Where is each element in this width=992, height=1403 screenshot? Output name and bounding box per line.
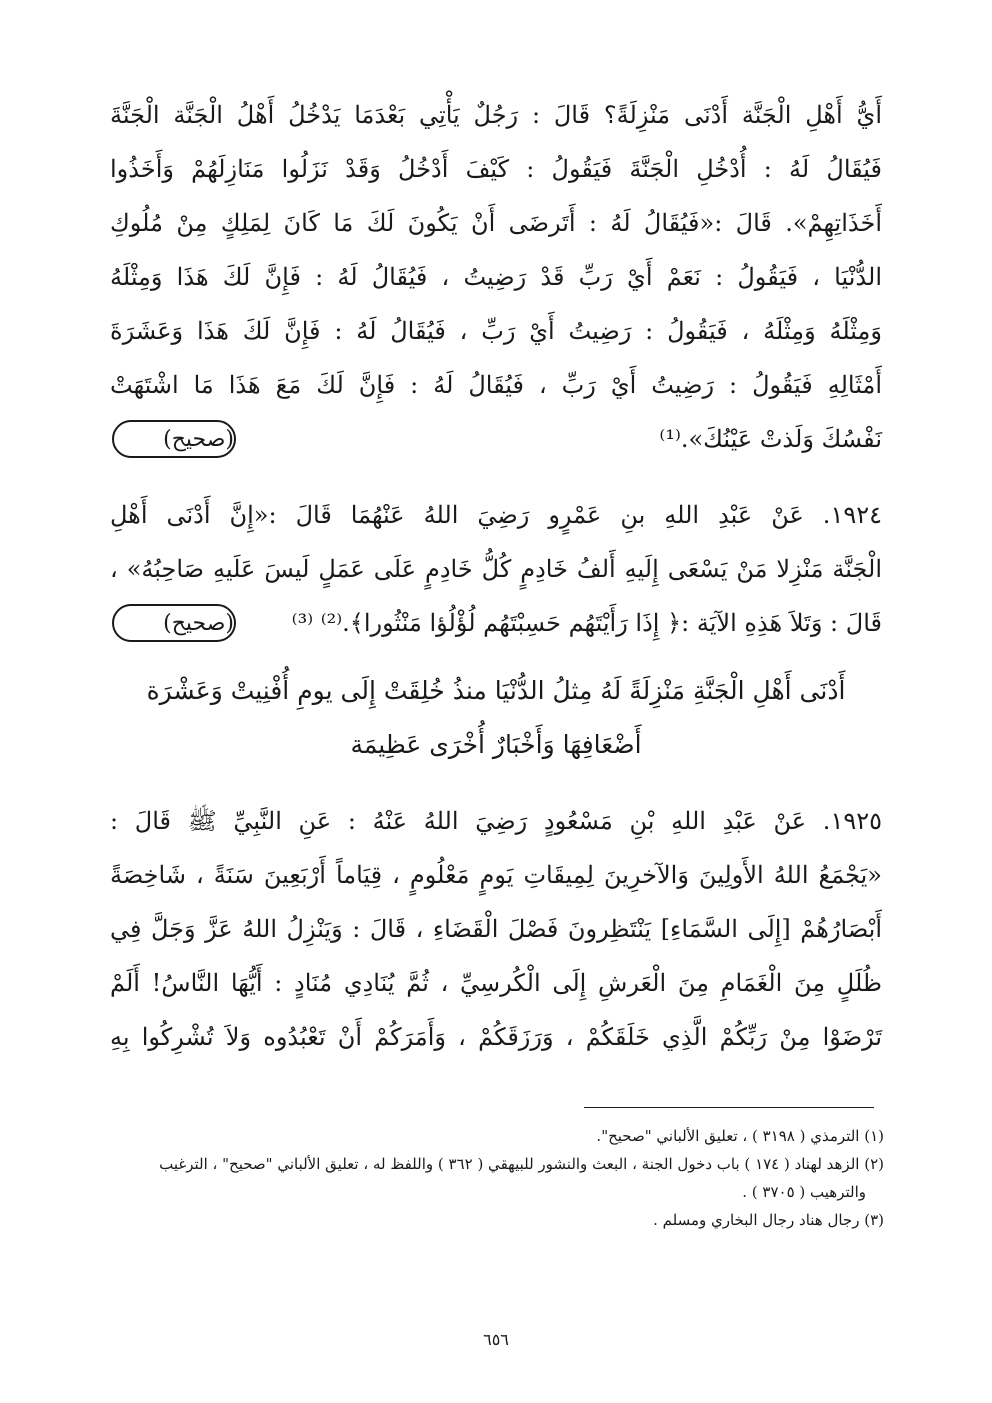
text-line: أَبْصَارُهُمْ [إِلَى السَّمَاءِ] يَنْتَظِرونَ فَصْلَ الْقَضَاءِ ، قَالَ : وَيَنْزِلُ اللهُ عَزَّ وَجَلَّ فِي — [110, 915, 882, 943]
footnotes — [108, 1122, 884, 1234]
text-line: ١٩٢٥. عَنْ عَبْدِ اللهِ بْنِ مَسْعُودٍ رَضِيَ اللهُ عَنْهُ : عَنِ النَّبِيِّ ﷺ قَالَ : — [110, 807, 882, 835]
text-line: «يَجْمَعُ اللهُ الأَولِينَ وَالآخرِينَ لِمِيقَاتِ يَومٍ مَعْلُومٍ ، قِيَاماً أَرْبَعِينَ سَنَةً ، شَاخِصَةً — [110, 861, 882, 889]
text-line-with-grade — [110, 412, 882, 466]
text-line: أَيُّ أَهْلِ الْجَنَّة أَدْنَى مَنْزِلَةً؟ قَالَ : رَجُلٌ يَأْتِي بَعْدَمَا يَدْخُلُ أَهْلُ الْجَنَّة الْجَنَّةَ — [110, 101, 882, 129]
text-line: فَيُقَالُ لَهُ : أُدْخُلِ الْجَنَّةَ فَيَقُولُ : كَيْفَ أَدْخُلُ وَقَدْ نَزَلُوا مَنَازِلَهُمْ وَأَخَذُوا — [110, 155, 882, 183]
text-line: ظُلَلٍ مِنَ الْغَمَامِ مِنَ الْعَرشِ إِلَى الْكُرسِيِّ ، ثُمَّ يُنَادِي مُنَادٍ : أَيُّهَا النَّاسُ! أَلَمْ — [110, 969, 882, 997]
grade-badge: (صحيح) — [112, 604, 236, 642]
page-number: ٦٥٦ — [483, 1330, 509, 1349]
footnote-continuation: والترهيب ( ٣٧٠٥ ) . — [742, 1183, 866, 1201]
text-line: الْجَنَّة مَنْزِلا مَنْ يَسْعَى إِلَيهِ أَلفُ خَادِمٍ كُلُّ خَادِمٍ عَلَى عَمَلٍ لَيسَ عَلَيهِ صَاحِبُهُ» ، — [110, 555, 882, 583]
text-line: تَرْضَوْا مِنْ رَبِّكُمْ الَّذِي خَلَقَكُمْ ، وَرَزَقَكُمْ ، وَأَمَرَكُمْ أَنْ تَعْبُدُوه وَلاَ تُشْرِكُوا بِهِ — [110, 1023, 882, 1051]
text-line: ١٩٢٤. عَنْ عَبْدِ اللهِ بنِ عَمْرٍو رَضِيَ اللهُ عَنْهُمَا قَالَ :«إِنَّ أَدْنَى أَهْلِ — [110, 501, 882, 529]
section-heading — [110, 664, 882, 772]
hadith-paragraph-1925 — [110, 794, 882, 1064]
text-line: وَمِثْلَهُ وَمِثْلَهُ ، فَيَقُولُ : رَضِيتُ أَيْ رَبِّ ، فَيُقَالُ لَهُ : فَإِنَّ لَكَ هَذَا وَعَشَرَةَ — [110, 317, 882, 345]
text-line: أَمْثَالِهِ فَيَقُولُ : رَضِيتُ أَيْ رَبِّ ، فَيُقَالُ لَهُ : فَإِنَّ لَكَ مَعَ هَذَا مَا اشْتَهَتْ — [110, 371, 882, 399]
footnote-separator — [584, 1107, 874, 1108]
grade-badge: (صحيح) — [112, 420, 236, 458]
heading-line: أَدْنَى أَهْلِ الْجَنَّةِ مَنْزِلَةً لَهُ مِثلُ الدُّنْيَا منذُ خُلِقَتْ إِلَى يومِ أُفْنِيتْ وَعَشْرَة — [146, 676, 846, 705]
text-line: قَالَ : وَتَلاَ هَذِهِ الآيَة :﴿ إِذَا رَأَيْتَهُم حَسِبْتَهُم لُؤْلُؤا مَنْثُورا﴾.⁽²⁾ ⁽³⁾ — [291, 609, 882, 637]
text-line-with-grade — [110, 596, 882, 650]
page-body — [110, 88, 882, 1064]
footnote: (٢) الزهد لهناد ( ١٧٤ ) باب دخول الجنة ، البعث والنشور للبيهقي ( ٣٦٢ ) واللفظ له ، تعليق الألباني "صحيح" ، الترغيب — [159, 1155, 884, 1173]
footnote: (٣) رجال هناد رجال البخاري ومسلم . — [653, 1211, 884, 1229]
hadith-paragraph-1 — [110, 88, 882, 466]
text-line: أَخَذَاتِهِمْ». قَالَ :«فَيُقَالُ لَهُ : أَتَرضَى أَنْ يَكُونَ لَكَ مَا كَانَ لِمَلِكٍ مِنْ مُلُوكِ — [110, 209, 883, 237]
text-line: نَفْسُكَ وَلَذتْ عَيْنُكَ».⁽¹⁾ — [659, 425, 882, 453]
hadith-paragraph-1924 — [110, 488, 882, 650]
heading-line: أَضْعَافِهَا وَأَخْبَارٌ أُخْرَى عَظِيمَة — [350, 730, 642, 759]
text-line: الدُّنْيَا ، فَيَقُولُ : نَعَمْ أَيْ رَبِّ قَدْ رَضِيتُ ، فَيُقَالُ لَهُ : فَإِنَّ لَكَ هَذَا وَمِثْلَهُ — [110, 263, 882, 291]
footnote: (١) الترمذي ( ٣١٩٨ ) ، تعليق الألباني "صحيح". — [596, 1127, 884, 1145]
